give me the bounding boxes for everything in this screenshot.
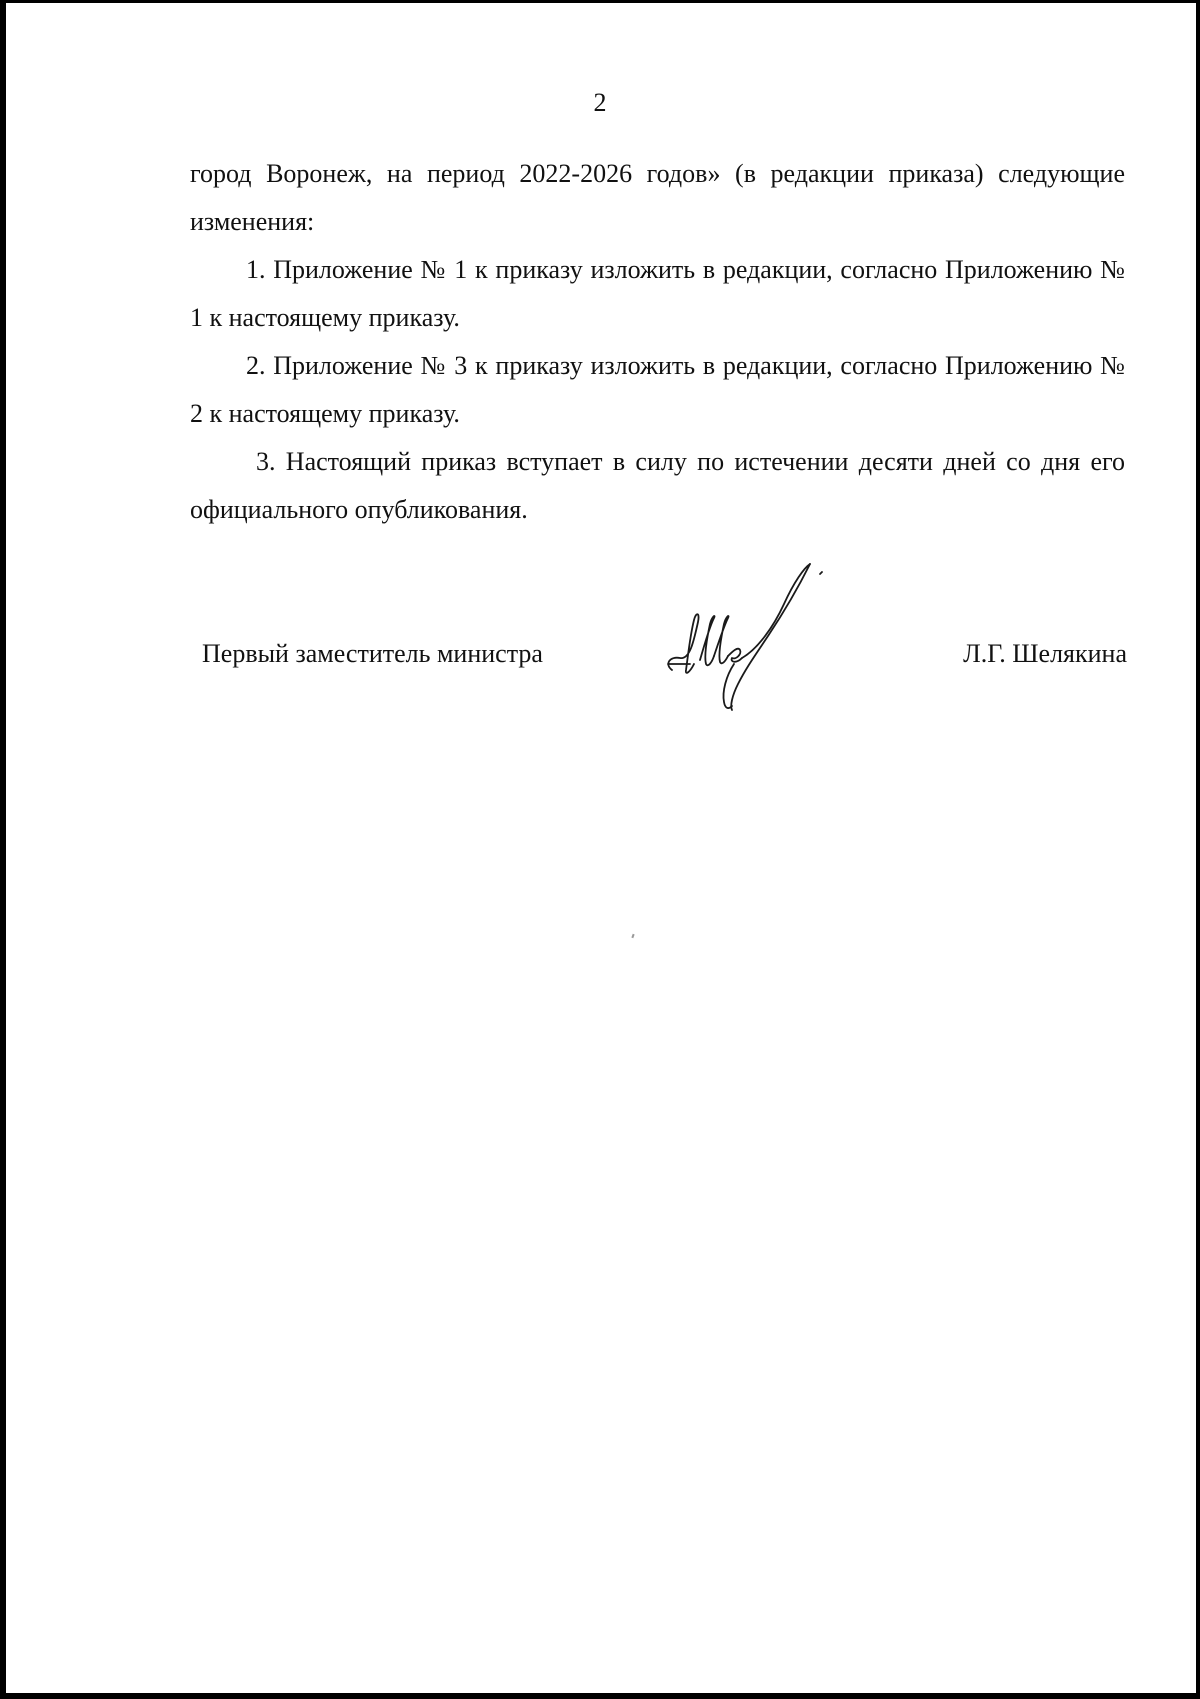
intro-paragraph: город Воронеж, на период 2022-2026 годов» (в редакции приказа) следующие изменения: <box>190 159 1125 236</box>
handwritten-signature <box>660 560 840 730</box>
document-body <box>190 150 1125 534</box>
item-paragraph-2: 2. Приложение № 3 к приказу изложить в редакции, согласно Приложению № 2 к настоящему приказу. <box>190 351 1125 428</box>
item-paragraph-1: 1. Приложение № 1 к приказу изложить в редакции, согласно Приложению № 1 к настоящему приказу. <box>190 255 1125 332</box>
signature-block <box>0 560 1200 740</box>
item-paragraph-3: 3. Настоящий приказ вступает в силу по истечении десяти дней со дня его официального опубликования. <box>190 447 1125 524</box>
page-number: 2 <box>593 88 607 117</box>
signatory-position: Первый заместитель министра <box>202 639 543 668</box>
signatory-name: Л.Г. Шелякина <box>963 639 1127 668</box>
